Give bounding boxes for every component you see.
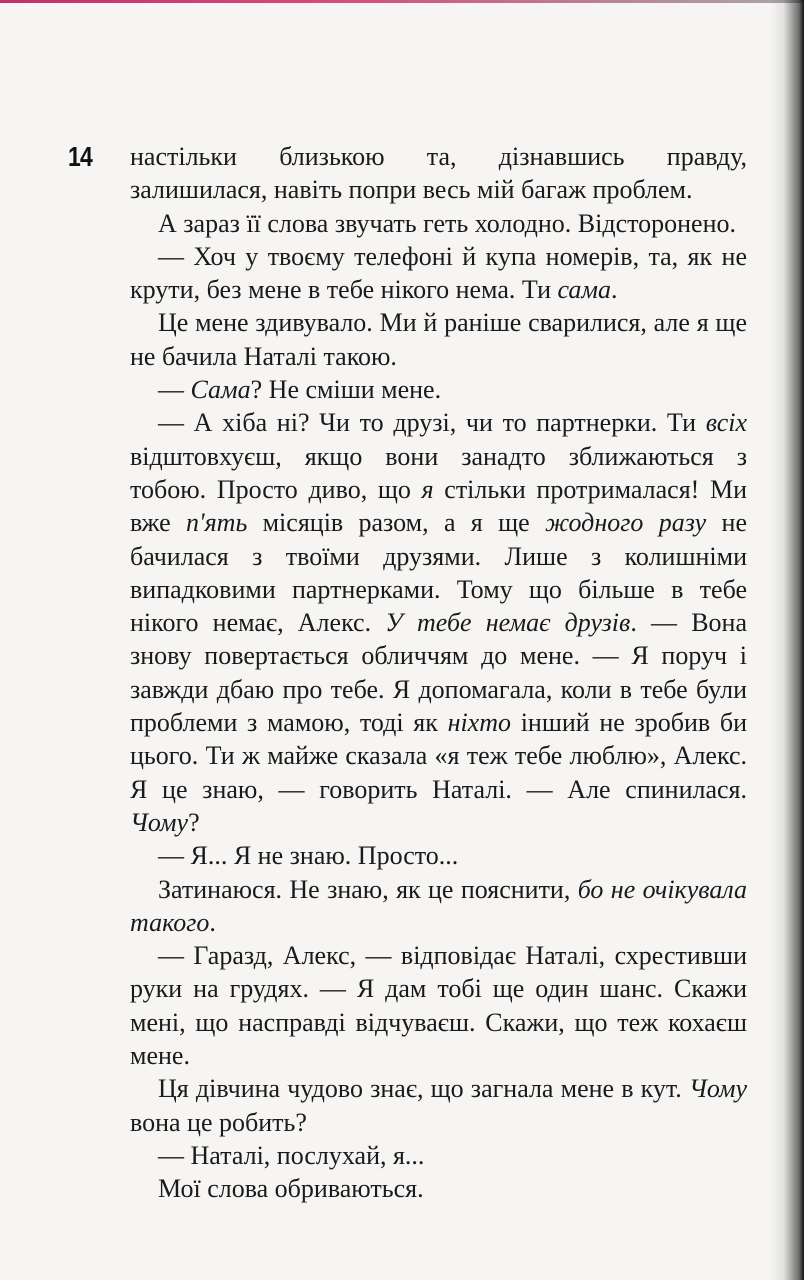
text-run: Мої слова обриваються.: [158, 1174, 424, 1204]
paragraph: [130, 207, 747, 240]
italic-text: п'ять: [186, 508, 248, 538]
italic-text: я: [421, 474, 434, 504]
paragraph: [130, 140, 747, 207]
italic-text: У тебе немає друзів: [385, 608, 631, 638]
page-top-edge: [0, 0, 804, 3]
text-run: настільки близькою та, дізнавшись правду, залишилася, навіть попри весь мій багаж проблем.: [130, 142, 747, 205]
text-run: .: [610, 275, 618, 305]
text-run: ? Не смiши мене.: [250, 375, 442, 405]
paragraph: [130, 873, 747, 940]
text-run: місяців разом, а я ще: [247, 508, 545, 538]
book-spine-shadow: [770, 0, 804, 1280]
italic-text: Сама: [190, 375, 251, 405]
paragraph: [130, 406, 747, 839]
italic-text: бо не очікувала такого: [130, 874, 748, 937]
text-run: вона це робить?: [130, 1107, 307, 1137]
page-number: 14: [68, 141, 92, 172]
text-run: . — Вона знову повертається обличчям до мене. — Я поруч і завжди дбаю про тебе. Я допомагала, коли в тебе були проблеми з мамою, тоді як: [130, 608, 748, 738]
italic-text: жодного разу: [544, 508, 707, 538]
text-run: — Я... Я не знаю. Просто...: [158, 841, 459, 871]
paragraph: [130, 1072, 747, 1139]
text-run: .: [209, 907, 216, 937]
text-run: ?: [188, 807, 200, 837]
text-run: інший не зробив би цього. Ти ж майже сказала «я теж тебе люблю», Алекс. Я це знаю, — говорить Наталі. — Але спинилася.: [130, 708, 748, 804]
paragraph: [130, 1172, 747, 1205]
italic-text: Чому: [688, 1074, 747, 1104]
text-run: не бачилася з твоїми друзями. Лише з колишніми випадковими партнерками. Тому що більше в тебе нікого немає, Алекс.: [130, 508, 747, 638]
italic-text: Чому: [130, 807, 189, 837]
italic-text: сама: [557, 275, 611, 305]
text-run: — Гаразд, Алекс, — відповідає Наталі, схрестивши руки на грудях. — Я дам тобі ще один шанс. Скажи мені, що насправді відчуваєш. Скажи, що теж кохаєш мене.: [130, 941, 747, 1071]
text-run: Затинаюся. Не знаю, як це пояснити,: [158, 874, 578, 904]
paragraph: [130, 240, 747, 307]
text-run: —: [158, 375, 191, 405]
italic-text: ніхто: [447, 708, 512, 738]
paragraph: [130, 939, 747, 1072]
text-run: — Хоч у твоєму телефоні й купа номерів, та, як не крути, без мене в тебе нікого нема. Ти: [130, 241, 747, 305]
text-run: відштовхуєш, якщо вони занадто зближаються з тобою. Просто диво, що: [130, 441, 747, 504]
text-run: — Наталі, послухай, я...: [158, 1140, 425, 1170]
italic-text: всіх: [705, 408, 747, 438]
text-run: А зараз її слова звучать геть холодно. Відсторонено.: [158, 208, 736, 238]
text-run: Це мене здивувало. Ми й раніше сварилися, але я ще не бачила Наталі такою.: [130, 308, 747, 371]
text-run: Ця дівчина чудово знає, що загнала мене в кут.: [158, 1074, 689, 1104]
body-text: [130, 140, 747, 1206]
paragraph: [130, 1139, 747, 1172]
paragraph: [130, 306, 747, 373]
text-run: стільки протрималася! Ми вже: [130, 474, 747, 538]
paragraph: [130, 839, 747, 872]
text-run: — А хіба ні? Чи то друзі, чи то партнерки. Ти: [158, 408, 706, 438]
paragraph: [130, 373, 747, 406]
